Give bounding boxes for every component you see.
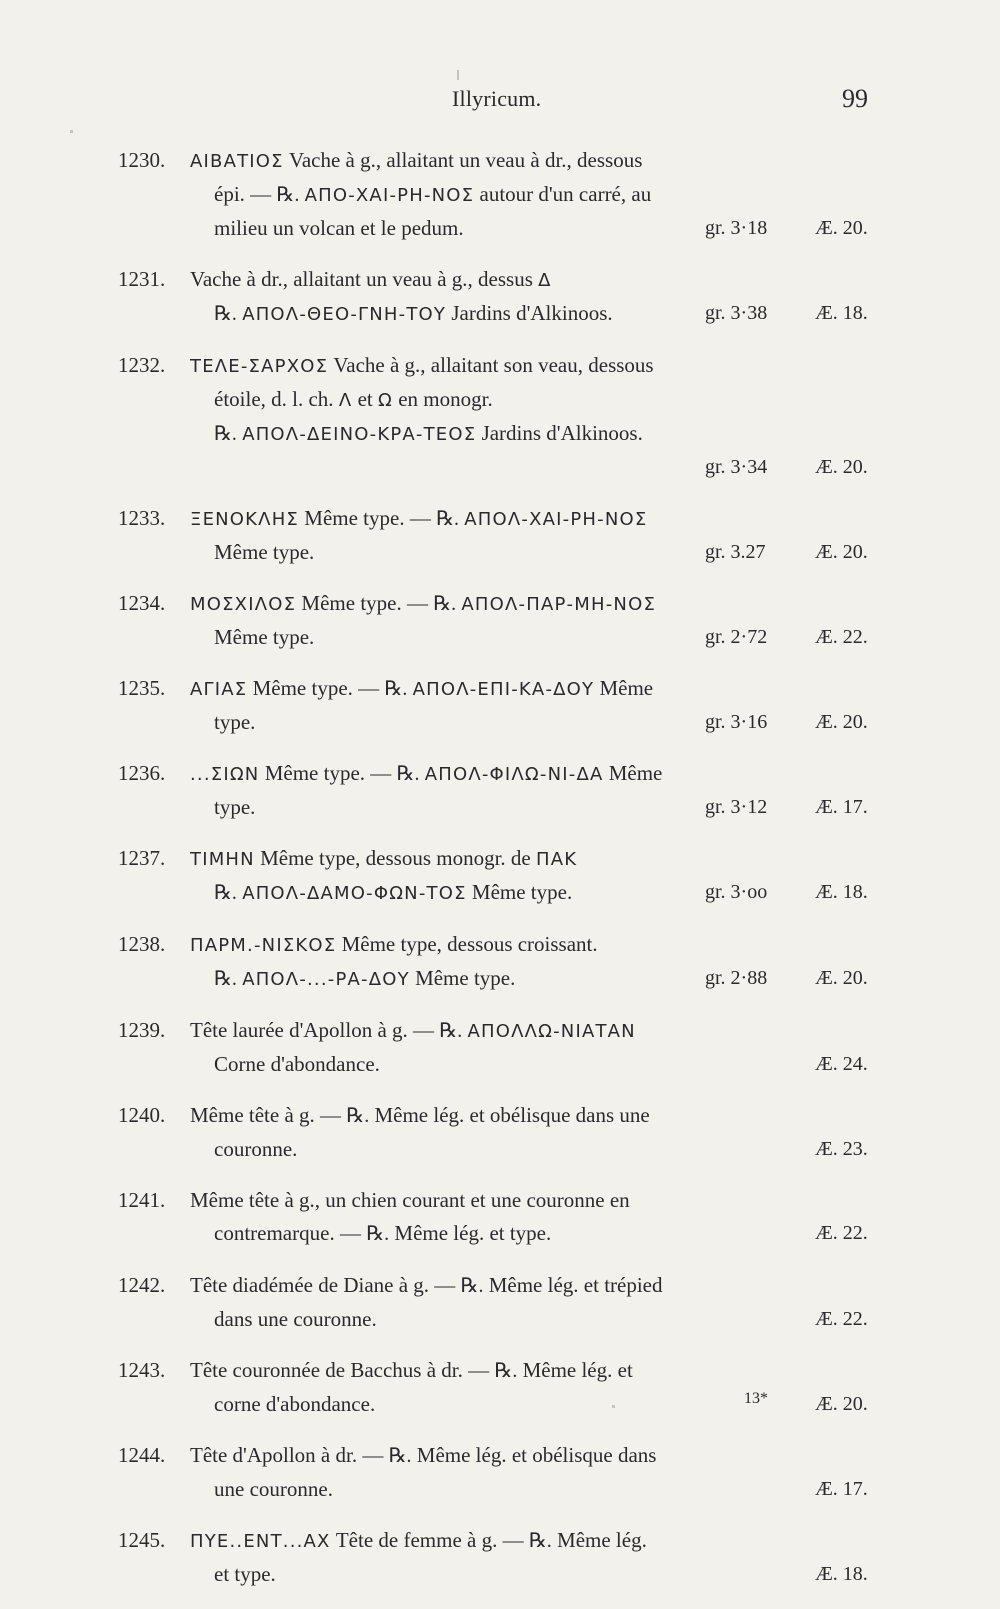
description-text: Vache à g., allaitant son veau, dessous bbox=[328, 353, 654, 377]
catalogue-entry-1241 bbox=[0, 1184, 1000, 1251]
monogram: ΠΑΚ bbox=[535, 849, 578, 870]
coin-metal-size: Æ. 17. bbox=[815, 1478, 868, 1500]
entry-description bbox=[190, 1269, 868, 1336]
entry-description bbox=[190, 1524, 868, 1591]
obverse-legend: ΠΥΕ..ΕΝΤ...ΑΧ bbox=[190, 1531, 331, 1552]
entry-number: 1234. bbox=[118, 591, 166, 615]
entry-description bbox=[190, 842, 868, 910]
reverse-symbol: ℞. bbox=[276, 184, 300, 206]
catalogue-entry-1233 bbox=[0, 502, 1000, 569]
description-text: Même lég. et bbox=[517, 1358, 633, 1382]
reverse-symbol: ℞. bbox=[388, 1445, 412, 1467]
description-line bbox=[190, 1048, 868, 1081]
description-text: Même tête à g. — bbox=[190, 1103, 347, 1127]
coin-weight: gr. 3·34 bbox=[705, 456, 768, 478]
description-text: Même type. — bbox=[296, 591, 434, 615]
reverse-legend: ΑΠΟ-ΧΑΙ-ΡΗ-ΝΟΣ bbox=[304, 185, 475, 206]
description-line bbox=[190, 1473, 868, 1506]
description-text: Même type. bbox=[409, 966, 516, 990]
description-text: Corne d'abondance. bbox=[214, 1052, 380, 1076]
reverse-symbol: ℞. bbox=[214, 423, 237, 445]
description-line bbox=[190, 1269, 790, 1303]
description-line bbox=[190, 1099, 790, 1133]
description-text: Même lég. et trépied bbox=[483, 1273, 663, 1297]
entry-number: 1237. bbox=[118, 846, 166, 870]
description-line bbox=[190, 621, 868, 654]
monogram-letter: Λ bbox=[338, 390, 353, 411]
entry-number: 1242. bbox=[118, 1273, 166, 1297]
running-head-title: Illyricum. bbox=[452, 86, 542, 111]
description-line bbox=[190, 1558, 868, 1591]
description-text: une couronne. bbox=[214, 1477, 333, 1501]
coin-metal-size: Æ. 18. bbox=[815, 1563, 868, 1585]
coin-weight: gr. 3·38 bbox=[705, 302, 768, 324]
coin-weight: gr. 3·12 bbox=[705, 796, 768, 818]
description-line bbox=[190, 1388, 868, 1421]
description-text: Même type. bbox=[214, 540, 315, 564]
obverse-legend: ΞΕΝΟΚΛΗΣ bbox=[190, 509, 300, 530]
reverse-symbol: ℞. bbox=[214, 968, 237, 990]
entry-number: 1233. bbox=[118, 506, 166, 530]
coin-metal-size: Æ. 17. bbox=[815, 796, 868, 818]
reverse-legend: ΑΠΟΛ-ΕΠΙ-ΚΑ-ΔΟΥ bbox=[412, 679, 595, 700]
description-text: Même type. — bbox=[299, 506, 437, 530]
entry-list bbox=[0, 144, 1000, 1609]
reverse-symbol: ℞. bbox=[214, 882, 237, 904]
entry-number: 1240. bbox=[118, 1103, 166, 1127]
description-line bbox=[190, 417, 790, 451]
entry-description bbox=[190, 349, 868, 484]
entry-description bbox=[190, 1184, 868, 1251]
coin-metal-size: Æ. 20. bbox=[815, 967, 868, 989]
entry-number: 1235. bbox=[118, 676, 166, 700]
obverse-legend: ΑΓΙΑΣ bbox=[190, 679, 248, 700]
entry-description bbox=[190, 1014, 868, 1081]
description-line bbox=[190, 178, 790, 212]
symbol: Δ bbox=[538, 270, 552, 291]
description-text: Même type. — bbox=[259, 761, 397, 785]
catalogue-entry-1238 bbox=[0, 928, 1000, 996]
entry-number: 1239. bbox=[118, 1018, 166, 1042]
catalogue-entry-1230 bbox=[0, 144, 1000, 245]
catalogue-entry-1244 bbox=[0, 1439, 1000, 1506]
reverse-symbol: ℞. bbox=[214, 303, 237, 325]
coin-metal-size: Æ. 20. bbox=[815, 217, 868, 239]
coin-weight: gr. 3·16 bbox=[705, 711, 768, 733]
description-text: Tête d'Apollon à dr. — bbox=[190, 1443, 389, 1467]
description-line bbox=[190, 672, 790, 706]
description-line bbox=[190, 1354, 790, 1388]
coin-metal-size: Æ. 22. bbox=[815, 1222, 868, 1244]
entry-number: 1232. bbox=[118, 353, 166, 377]
entry-description bbox=[190, 757, 868, 824]
paper-speck bbox=[457, 70, 459, 80]
description-line bbox=[190, 757, 790, 791]
catalogue-entry-1232 bbox=[0, 349, 1000, 484]
description-line bbox=[190, 1439, 790, 1473]
catalogue-entry-1231 bbox=[0, 263, 1000, 331]
entry-description bbox=[190, 672, 868, 739]
description-text: et bbox=[352, 387, 378, 411]
reverse-legend: ΑΠΟΛ-ΘΕΟ-ΓΝΗ-ΤΟΥ bbox=[242, 304, 447, 325]
catalogue-entry-1236 bbox=[0, 757, 1000, 824]
entry-description bbox=[190, 1099, 868, 1166]
reverse-symbol: ℞. bbox=[433, 593, 457, 615]
description-line bbox=[190, 383, 790, 417]
reverse-legend: ΑΠΟΛ-ΔΑΜΟ-ΦΩΝ-ΤΟΣ bbox=[242, 883, 467, 904]
description-line bbox=[190, 1014, 790, 1048]
entry-description bbox=[190, 144, 868, 245]
entry-description bbox=[190, 1354, 868, 1421]
coin-weight: gr. 3·18 bbox=[705, 217, 768, 239]
description-line bbox=[190, 1133, 868, 1166]
description-line bbox=[190, 791, 868, 824]
description-line bbox=[190, 263, 790, 297]
catalogue-entry-1240 bbox=[0, 1099, 1000, 1166]
catalogue-entry-1234 bbox=[0, 587, 1000, 654]
coin-metal-size: Æ. 20. bbox=[815, 711, 868, 733]
catalogue-entry-1245 bbox=[0, 1524, 1000, 1591]
description-text: Jardins d'Alkinoos. bbox=[446, 301, 613, 325]
reverse-legend: ΑΠΟΛΛΩ-ΝΙΑΤΑΝ bbox=[467, 1021, 636, 1042]
reverse-legend: ΑΠΟΛ-...-ΡΑ-ΔΟΥ bbox=[242, 969, 410, 990]
description-text: Jardins d'Alkinoos. bbox=[476, 421, 643, 445]
entry-description bbox=[190, 928, 868, 996]
description-text: Tête couronnée de Bacchus à dr. — bbox=[190, 1358, 495, 1382]
description-text: Même lég. et type. bbox=[389, 1221, 552, 1245]
description-text: Même bbox=[594, 676, 654, 700]
description-text: en monogr. bbox=[392, 387, 493, 411]
description-text: milieu un volcan et le pedum. bbox=[214, 216, 464, 240]
catalogue-entry-1237 bbox=[0, 842, 1000, 910]
description-line bbox=[190, 297, 868, 331]
weight-line bbox=[190, 451, 868, 484]
description-text: Tête laurée d'Apollon à g. — bbox=[190, 1018, 440, 1042]
description-line bbox=[190, 1217, 868, 1251]
reverse-symbol: ℞. bbox=[436, 508, 460, 530]
obverse-legend: ΤΕΛΕ-ΣΑΡΧΟΣ bbox=[190, 356, 329, 377]
description-line bbox=[190, 349, 790, 383]
description-line bbox=[190, 1184, 790, 1217]
description-text: corne d'abondance. bbox=[214, 1392, 376, 1416]
description-text: étoile, d. l. ch. bbox=[214, 387, 339, 411]
entry-description bbox=[190, 502, 868, 569]
obverse-legend: ...ΣΙΩΝ bbox=[190, 764, 260, 785]
description-text: Même type, dessous monogr. de bbox=[254, 846, 536, 870]
coin-weight: gr. 3·oo bbox=[705, 881, 768, 903]
catalogue-entry-1243 bbox=[0, 1354, 1000, 1421]
coin-metal-size: Æ. 18. bbox=[815, 302, 868, 324]
description-line bbox=[190, 706, 868, 739]
reverse-legend: ΑΠΟΛ-ΔΕΙΝΟ-ΚΡΑ-ΤΕΟΣ bbox=[242, 424, 477, 445]
coin-metal-size: Æ. 20. bbox=[815, 456, 868, 478]
description-text: et type. bbox=[214, 1562, 276, 1586]
entry-number: 1231. bbox=[118, 267, 166, 291]
description-text: Même tête à g., un chien courant et une couronne en bbox=[190, 1188, 630, 1212]
reverse-symbol: ℞. bbox=[494, 1360, 518, 1382]
description-line bbox=[190, 1524, 790, 1558]
reverse-legend: ΑΠΟΛ-ΦΙΛΩ-ΝΙ-ΔΑ bbox=[424, 764, 604, 785]
description-text: contremarque. — bbox=[214, 1221, 367, 1245]
entry-description bbox=[190, 1439, 868, 1506]
entry-number: 1245. bbox=[118, 1528, 166, 1552]
description-text: Même lég. et obélisque dans une bbox=[369, 1103, 650, 1127]
description-text: autour d'un carré, au bbox=[474, 182, 652, 206]
description-text: Tête de femme à g. — bbox=[330, 1528, 529, 1552]
description-text: Même type. bbox=[214, 625, 315, 649]
entry-number: 1230. bbox=[118, 148, 166, 172]
reverse-symbol: ℞. bbox=[346, 1105, 370, 1127]
description-text: Vache à g., allaitant un veau à dr., dessous bbox=[283, 148, 643, 172]
description-line bbox=[190, 1303, 868, 1336]
coin-metal-size: Æ. 22. bbox=[815, 1308, 868, 1330]
reverse-symbol: ℞. bbox=[384, 678, 408, 700]
description-text: Même lég. et obélisque dans bbox=[411, 1443, 657, 1467]
paper-speck bbox=[612, 1405, 615, 1408]
entry-number: 1241. bbox=[118, 1188, 166, 1212]
description-text: Tête diadémée de Diane à g. — bbox=[190, 1273, 461, 1297]
description-line bbox=[190, 876, 868, 910]
description-line bbox=[190, 212, 868, 245]
description-text: type. bbox=[214, 710, 256, 734]
reverse-legend: ΑΠΟΛ-ΠΑΡ-ΜΗ-ΝΟΣ bbox=[461, 594, 657, 615]
description-line bbox=[190, 962, 868, 996]
description-line bbox=[190, 536, 868, 569]
entry-number: 1244. bbox=[118, 1443, 166, 1467]
reverse-symbol: ℞. bbox=[396, 763, 420, 785]
obverse-legend: ΤΙΜΗΝ bbox=[190, 849, 255, 870]
reverse-symbol: ℞. bbox=[366, 1223, 390, 1245]
coin-metal-size: Æ. 24. bbox=[815, 1053, 868, 1075]
description-text: Même type. bbox=[466, 880, 573, 904]
catalogue-entry-1239 bbox=[0, 1014, 1000, 1081]
coin-weight: gr. 3.27 bbox=[705, 541, 766, 563]
description-text: épi. — bbox=[214, 182, 277, 206]
entry-number: 1236. bbox=[118, 761, 166, 785]
catalogue-entry-1242 bbox=[0, 1269, 1000, 1336]
entry-number: 1243. bbox=[118, 1358, 166, 1382]
description-line bbox=[190, 144, 790, 178]
coin-metal-size: Æ. 18. bbox=[815, 881, 868, 903]
reverse-symbol: ℞. bbox=[528, 1530, 552, 1552]
obverse-legend: ΜΟΣΧΙΛΟΣ bbox=[190, 594, 297, 615]
description-text: Même type. — bbox=[247, 676, 385, 700]
description-line bbox=[190, 928, 790, 962]
entry-description bbox=[190, 587, 868, 654]
description-text: Même type, dessous croissant. bbox=[336, 932, 598, 956]
description-text: Vache à dr., allaitant un veau à g., dessus bbox=[190, 267, 539, 291]
description-text: type. bbox=[214, 795, 256, 819]
entry-number: 1238. bbox=[118, 932, 166, 956]
description-text: dans une couronne. bbox=[214, 1307, 377, 1331]
page-number: 99 bbox=[842, 84, 868, 113]
coin-weight: gr. 2·72 bbox=[705, 626, 768, 648]
description-line bbox=[190, 502, 790, 536]
reverse-symbol: ℞. bbox=[460, 1275, 484, 1297]
obverse-legend: ΠΑΡΜ.-ΝΙΣΚΟΣ bbox=[190, 935, 337, 956]
description-text: couronne. bbox=[214, 1137, 298, 1161]
coin-metal-size: Æ. 23. bbox=[815, 1138, 868, 1160]
monogram-letter: Ω bbox=[377, 390, 393, 411]
description-line bbox=[190, 587, 790, 621]
catalogue-entry-1235 bbox=[0, 672, 1000, 739]
description-text: Même lég. bbox=[551, 1528, 647, 1552]
entry-description bbox=[190, 263, 868, 331]
coin-weight: gr. 2·88 bbox=[705, 967, 768, 989]
obverse-legend: ΑΙΒΑΤΙΟΣ bbox=[190, 151, 284, 172]
signature-mark: 13* bbox=[744, 1390, 768, 1407]
coin-metal-size: Æ. 22. bbox=[815, 626, 868, 648]
coin-metal-size: Æ. 20. bbox=[815, 1393, 868, 1415]
description-line bbox=[190, 842, 790, 876]
reverse-symbol: ℞. bbox=[439, 1020, 463, 1042]
reverse-legend: ΑΠΟΛ-ΧΑΙ-ΡΗ-ΝΟΣ bbox=[464, 509, 648, 530]
description-text: Même bbox=[603, 761, 663, 785]
paper-speck bbox=[70, 130, 73, 133]
coin-metal-size: Æ. 20. bbox=[815, 541, 868, 563]
